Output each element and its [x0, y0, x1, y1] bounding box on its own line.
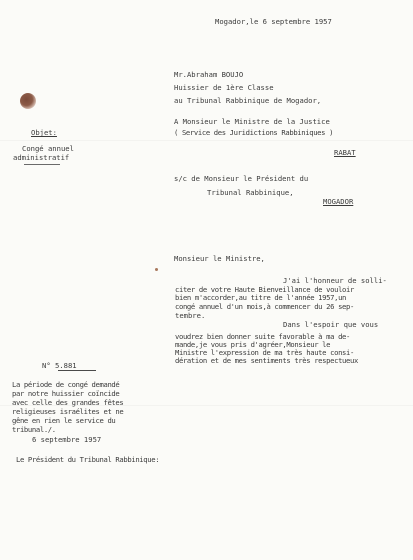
signatory: Le Président du Tribunal Rabbinique:	[16, 455, 160, 464]
annotation-line: La période de congé demandé	[12, 380, 120, 389]
recipient-city: RABAT	[334, 148, 356, 157]
body1-line: congé annuel d'un mois,à commencer du 26 sep-	[175, 302, 354, 311]
sender-name: Mr.Abraham BOUJO	[174, 70, 244, 79]
body2-line: Ministre l'expression de ma très haute consi-	[175, 348, 354, 357]
recipient-name: A Monsieur le Ministre de la Justice	[174, 117, 330, 126]
object-label: Objet:	[31, 128, 57, 137]
annotation-line: avec celle des grandes fêtes	[12, 398, 124, 407]
body2-line: voudrez bien donner suite favorable à ma de-	[175, 332, 350, 341]
annotation-line: gêne en rien le service du	[12, 416, 116, 425]
annotation-number: N° 5.881	[42, 361, 77, 370]
paper-crease	[0, 140, 413, 141]
via-city: MOGADOR	[323, 197, 354, 206]
place-date: Mogador,le 6 septembre 1957	[215, 17, 332, 26]
sender-court: au Tribunal Rabbinique de Mogador,	[174, 96, 322, 105]
annotation-date: 6 septembre 1957	[32, 435, 102, 444]
annotation-line: tribunal./.	[12, 425, 56, 434]
object-line1: Congé annuel	[22, 144, 74, 153]
body1-line: J'ai l'honneur de solli-	[283, 276, 387, 285]
body1-line: citer de votre Haute Bienveillance de vouloir	[175, 285, 354, 294]
annotation-line: par notre huissier coïncide	[12, 389, 120, 398]
sender-title: Huissier de 1ère Classe	[174, 83, 274, 92]
body2-line: dération et de mes sentiments très respectueux	[175, 356, 358, 365]
salutation: Monsieur le Ministre,	[174, 254, 265, 263]
body2-line: mande,je vous pris d'agréer,Monsieur le	[175, 340, 331, 349]
object-line2: administratif	[13, 153, 70, 162]
ink-dot	[155, 268, 158, 271]
annotation-line: religieuses israélites et ne	[12, 407, 124, 416]
body1-line: tembre.	[175, 311, 206, 320]
ink-stain	[20, 93, 36, 109]
via-tribunal: Tribunal Rabbinique,	[207, 188, 294, 197]
via-line: s/c de Monsieur le Président du	[174, 174, 309, 183]
body1-line: bien m'accorder,au titre de l'année 1957,un	[175, 293, 347, 302]
recipient-service: ( Service des Juridictions Rabbiniques )	[174, 128, 334, 137]
object-underline	[24, 164, 60, 165]
handwritten-mark	[58, 370, 96, 371]
body2-line: Dans l'espoir que vous	[283, 320, 379, 329]
